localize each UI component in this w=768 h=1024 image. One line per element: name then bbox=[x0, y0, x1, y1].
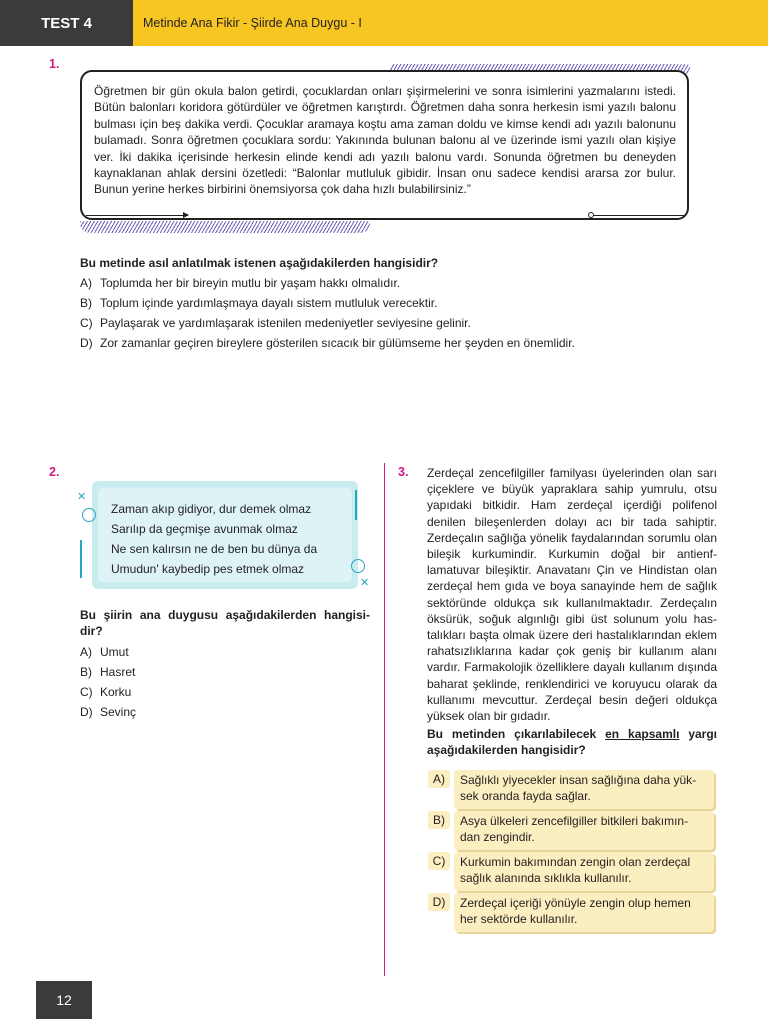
circle-icon bbox=[82, 508, 96, 522]
option-text: Paylaşarak ve yardımlaşarak istenilen medeniyetler seviyesine gelinir. bbox=[100, 316, 471, 330]
option-letter: C) bbox=[428, 852, 450, 870]
question-3-stem bbox=[427, 726, 717, 758]
option-text: Zor zamanlar geçiren bireylere gösterilen sıcacık bir gülümseme her şeyden en önemlidir. bbox=[100, 336, 575, 350]
option-text: Asya ülkeleri zencefilgiller bitkileri bakımın-dan zengindir. bbox=[454, 811, 714, 850]
option-letter: B) bbox=[80, 665, 92, 679]
option-c[interactable] bbox=[428, 852, 714, 891]
header-bar bbox=[0, 0, 768, 46]
dot-line-decoration bbox=[592, 215, 686, 216]
option-text: Umut bbox=[100, 645, 129, 659]
poem-line: Umudun' kaybedip pes etmek olmaz bbox=[111, 562, 305, 576]
stem-text: Bu metinden çıkarılabilecek bbox=[427, 727, 606, 741]
option-text: Hasret bbox=[100, 665, 136, 679]
option-letter: D) bbox=[80, 336, 93, 350]
passage-accent-bottom bbox=[80, 221, 370, 233]
option-c[interactable] bbox=[80, 684, 280, 700]
question-2-number: 2. bbox=[49, 465, 60, 479]
option-b[interactable] bbox=[80, 664, 280, 680]
option-d[interactable] bbox=[80, 704, 280, 720]
option-text: Korku bbox=[100, 685, 132, 699]
option-d[interactable] bbox=[80, 335, 700, 351]
question-2-stem: Bu şiirin ana duygusu aşağıdakilerden hangisi-dir? bbox=[80, 608, 370, 638]
option-letter: A) bbox=[428, 770, 450, 788]
stem-text: yargı aşağıdakilerden hangisidir? bbox=[427, 727, 717, 757]
option-a[interactable] bbox=[80, 644, 280, 660]
column-divider bbox=[384, 463, 385, 976]
question-3-passage: Zerdeçal zencefilgiller familyası üyelerinden olan sarı çiçeklere ve büyük yapraklara sahip yumrulu, otsu yapıdaki bitkidir. Ham zerdeçal içerdiği polifenol denilen bileşenlerden dolayı acı bir tada sahiptir. Zerdeçalın sağlığa yönelik faydalarından sorumlu olan bileşik kurkumindir. Kurkumin doğal bir antienf-lamatuvar bileşiktir. Anavatanı Çin ve Hindistan olan zerdeçal hem gıda ve boya sanayinde hem de sağlık sektöründe oldukça sık kullanılmaktadır. Zerdeçalın öksürük, soğuk algınlığı gibi üst solunum yolu has-talıkları başta olmak üzere deri hastalıklarından eklem rahatsızlıklarına kadar çok geniş bir kullanım alanı vardır. Farmakolojik özelliklere dayalı kullanım dışında baharat şeklinde, renklendirici ve koruyucu olarak da kullanımı mevcuttur. Zerdeçal besin değeri oldukça yüksek olan bir gıdadır. bbox=[427, 466, 717, 724]
test-label: TEST 4 bbox=[0, 0, 133, 46]
x-mark-icon: ✕ bbox=[77, 490, 87, 503]
option-letter: A) bbox=[80, 276, 92, 290]
poem-line: Zaman akıp gidiyor, dur demek olmaz bbox=[111, 502, 312, 516]
option-text: Kurkumin bakımından zengin olan zerdeçal sağlık alanında sıklıkla kullanılır. bbox=[454, 852, 714, 891]
option-d[interactable] bbox=[428, 893, 714, 932]
option-letter: B) bbox=[428, 811, 450, 829]
option-letter: C) bbox=[80, 316, 93, 330]
question-1-number: 1. bbox=[49, 57, 60, 71]
option-letter: C) bbox=[80, 685, 93, 699]
option-a[interactable] bbox=[80, 275, 700, 291]
option-text: Sevinç bbox=[100, 705, 137, 719]
header-title: Metinde Ana Fikir - Şiirde Ana Duygu - I bbox=[143, 16, 362, 30]
option-c[interactable] bbox=[80, 315, 700, 331]
question-1-passage: Öğretmen bir gün okula balon getirdi, çocuklardan onları şişirmelerini ve sonra isimlerini yazmalarını istedi. Bütün balonları koridora götürdüler ve öğretmen karıştırdı. Öğretmen daha sonra herkesin ismi yazılı balonu bulması için beş dakika verdi. Çocuklar aramaya koştu ama zaman doldu ve kimse kendi adı yazılı balonunu bulamadı. Sonra öğretmen çocuklara sordu: Yakınında bulunan balonu al ve üzerinde ismi yazılı olan kişiye ver. İki dakika içerisinde herkesin elinde kendi adı yazılı balonu vardı. Sonunda öğretmen bu deneyden kaynaklanan ahlak dersini özetledi: “Balonlar mutluluk gibidir. İnsan onu sadece kendisi ararsa zor bulur. Bunun yerine herkes birbirini önemsiyorsa çok daha hızlı bulabilirsiniz.” bbox=[94, 84, 676, 197]
circle-dot-icon bbox=[588, 212, 594, 218]
question-1-options bbox=[80, 275, 700, 355]
poem-line: Sarılıp da geçmişe avunmak olmaz bbox=[111, 522, 298, 536]
bar-decoration bbox=[80, 540, 82, 578]
question-3-number: 3. bbox=[398, 465, 409, 479]
option-letter: B) bbox=[80, 296, 92, 310]
option-text: Zerdeçal içeriği yönüyle zengin olup hemen her sektörde kullanılır. bbox=[454, 893, 714, 932]
question-1-stem: Bu metinde asıl anlatılmak istenen aşağıdakilerden hangisidir? bbox=[80, 256, 439, 270]
circle-icon bbox=[351, 559, 365, 573]
option-letter: D) bbox=[80, 705, 93, 719]
bar-decoration bbox=[355, 490, 357, 520]
option-b[interactable] bbox=[80, 295, 700, 311]
arrow-icon bbox=[86, 215, 188, 216]
option-letter: A) bbox=[80, 645, 92, 659]
option-text: Sağlıklı yiyecekler insan sağlığına daha yük-sek oranda fayda sağlar. bbox=[454, 770, 714, 809]
option-letter: D) bbox=[428, 893, 450, 911]
option-text: Toplumda her bir bireyin mutlu bir yaşam hakkı olmalıdır. bbox=[100, 276, 401, 290]
option-text: Toplum içinde yardımlaşmaya dayalı sistem mutluluk verecektir. bbox=[100, 296, 438, 310]
option-a[interactable] bbox=[428, 770, 714, 809]
option-b[interactable] bbox=[428, 811, 714, 850]
poem-line: Ne sen kalırsın ne de ben bu dünya da bbox=[111, 542, 318, 556]
x-mark-icon: ✕ bbox=[360, 576, 370, 589]
stem-underlined: en kapsamlı bbox=[605, 727, 680, 741]
page-number: 12 bbox=[36, 981, 92, 1019]
question-2-options bbox=[80, 644, 280, 724]
poem-text bbox=[111, 499, 317, 579]
